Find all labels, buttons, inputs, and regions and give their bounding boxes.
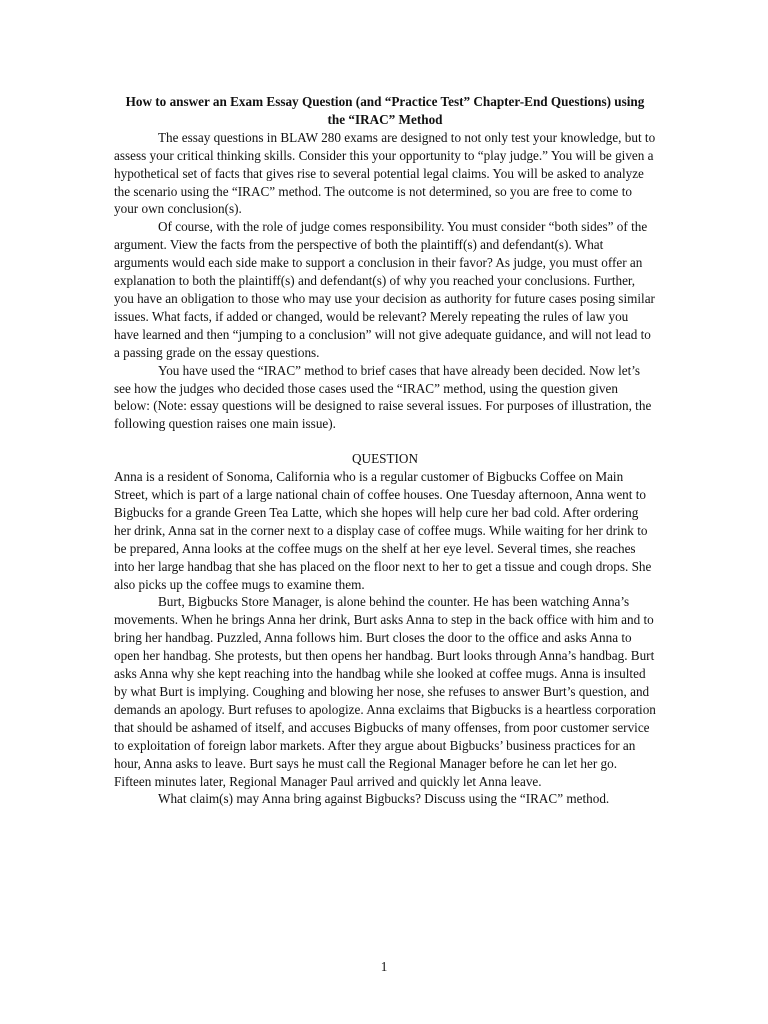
page-number: 1: [380, 959, 388, 974]
document-title: How to answer an Exam Essay Question (and “Practice Test” Chapter-End Questions) using the “IRAC” Method: [125, 94, 645, 127]
document-body: [114, 93, 656, 808]
question-paragraph: Anna is a resident of Sonoma, California who is a regular customer of Bigbucks Coffee on Main Street, which is part of a large national chain of coffee houses. One Tuesday afternoon, Anna went to Bigbucks for a grande Green Tea Latte, which she hopes will help cure her bad cold. After ordering her drink, Anna sat in the corner next to a display case of coffee mugs. While waiting for her drink to be prepared, Anna looks at the coffee mugs on the shelf at her eye level. Several times, she reaches into her large handbag that she has placed on the floor next to her to get a tissue and cough drops. She also picks up the coffee mugs to examine them.: [114, 469, 652, 592]
question-prompt: What claim(s) may Anna bring against Bigbucks? Discuss using the “IRAC” method.: [158, 791, 610, 807]
intro-paragraph: You have used the “IRAC” method to brief cases that have already been decided. Now let’s see how the judges who decided those cases used the “IRAC” method, using the question given below: (Note: essay questions will be designed to raise several issues. For purposes of illustration, the following question raises one main issue).: [114, 362, 652, 432]
intro-paragraph: Of course, with the role of judge comes responsibility. You must consider “both sides” of the argument. View the facts from the perspective of both the plaintiff(s) and defendant(s). What arguments would each side make to support a conclusion in their favor? As judge, you must offer an explanation to both the plaintiff(s) and defendant(s) of why you reached your conclusions. Further, you have an obligation to those who may use your decision as authority for future cases posing similar issues. What facts, if added or changed, would be relevant? Merely repeating the rules of law you have learned and then “jumping to a conclusion” will not give adequate guidance, and will not lead to a passing grade on the essay questions.: [114, 219, 655, 360]
question-heading: QUESTION: [352, 451, 418, 467]
question-paragraph: Burt, Bigbucks Store Manager, is alone behind the counter. He has been watching Anna’s movements. When he brings Anna her drink, Burt asks Anna to step in the back office with him and to bring her handbag. Puzzled, Anna follows him. Burt closes the door to the office and asks Anna to open her handbag. She protests, but then opens her handbag. Burt looks through Anna’s handbag. Burt asks Anna why she kept reaching into the handbag while she looked at coffee mugs. Anna is insulted by what Burt is implying. Coughing and blowing her nose, she refuses to answer Burt’s question, and demands an apology. Burt refuses to apologize. Anna exclaims that Bigbucks is a heartless corporation that should be ashamed of itself, and accuses Bigbucks of many offenses, from poor customer service to exploitation of foreign labor markets. After they argue about Bigbucks’ business practices for an hour, Anna asks to leave. Burt says he must call the Regional Manager before he can let her go. Fifteen minutes later, Regional Manager Paul arrived and quickly let Anna leave.: [114, 594, 656, 789]
intro-paragraph: The essay questions in BLAW 280 exams are designed to not only test your knowledge, but to assess your critical thinking skills. Consider this your opportunity to “play judge.” You will be given a hypothetical set of facts that gives rise to several potential legal claims. You will be asked to analyze the scenario using the “IRAC” method. The outcome is not determined, so you are free to come to your own conclusion(s).: [114, 129, 656, 217]
